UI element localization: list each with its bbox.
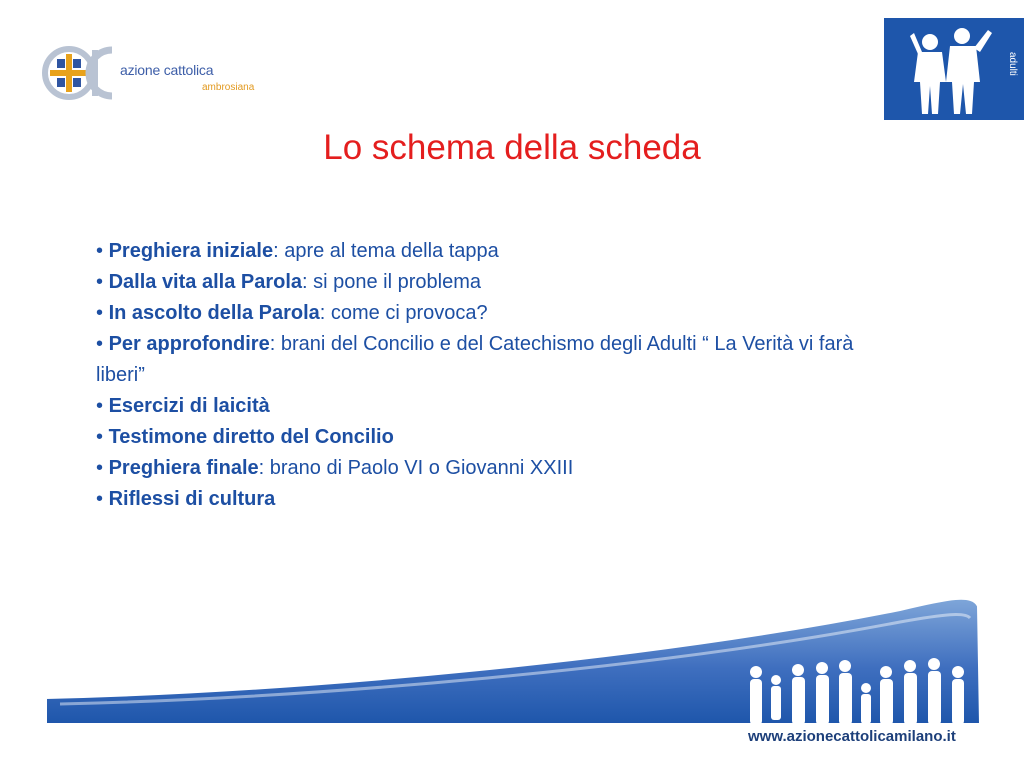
adulti-badge — [884, 18, 1024, 120]
item-term: Testimone diretto del Concilio — [108, 426, 394, 448]
logo-name: azione cattolica — [120, 62, 214, 78]
item-term: Riflessi di cultura — [108, 488, 276, 510]
list-item — [96, 453, 896, 484]
adulti-label: adulti — [1007, 52, 1018, 76]
item-description: : brani del Concilio e del Catechismo degli Adulti “ La Verità vi farà liberi” — [96, 333, 854, 386]
item-description: : brano di Paolo VI o Giovanni XXIII — [258, 457, 574, 479]
bullet: • — [96, 395, 104, 417]
item-description: : come ci provoca? — [319, 302, 488, 324]
item-description: : si pone il problema — [302, 271, 481, 293]
list-item — [96, 267, 896, 298]
people-group-silhouette-icon — [742, 658, 982, 728]
item-term: Preghiera finale — [108, 457, 259, 479]
list-item — [96, 329, 896, 391]
bullet: • — [96, 302, 104, 324]
bullet: • — [96, 457, 104, 479]
bullet: • — [96, 333, 104, 355]
bullet: • — [96, 240, 104, 262]
bullet-list — [96, 236, 896, 515]
item-term: Per approfondire — [108, 333, 270, 355]
item-term: Preghiera iniziale — [108, 240, 274, 262]
logo-subtitle: ambrosiana — [202, 82, 255, 93]
item-term: Dalla vita alla Parola — [108, 271, 303, 293]
list-item — [96, 484, 896, 515]
slide-title: Lo schema della scheda — [323, 128, 701, 167]
list-item — [96, 391, 896, 422]
item-description: : apre al tema della tappa — [273, 240, 499, 262]
list-item — [96, 236, 896, 267]
bullet: • — [96, 426, 104, 448]
list-item — [96, 422, 896, 453]
item-term: Esercizi di laicità — [108, 395, 270, 417]
bullet: • — [96, 488, 104, 510]
list-item — [96, 298, 896, 329]
bullet: • — [96, 271, 104, 293]
website-url[interactable]: www.azionecattolicamilano.it — [748, 728, 956, 745]
two-men-silhouette-icon — [896, 22, 1006, 118]
item-term: In ascolto della Parola — [108, 302, 320, 324]
logo — [40, 40, 255, 106]
